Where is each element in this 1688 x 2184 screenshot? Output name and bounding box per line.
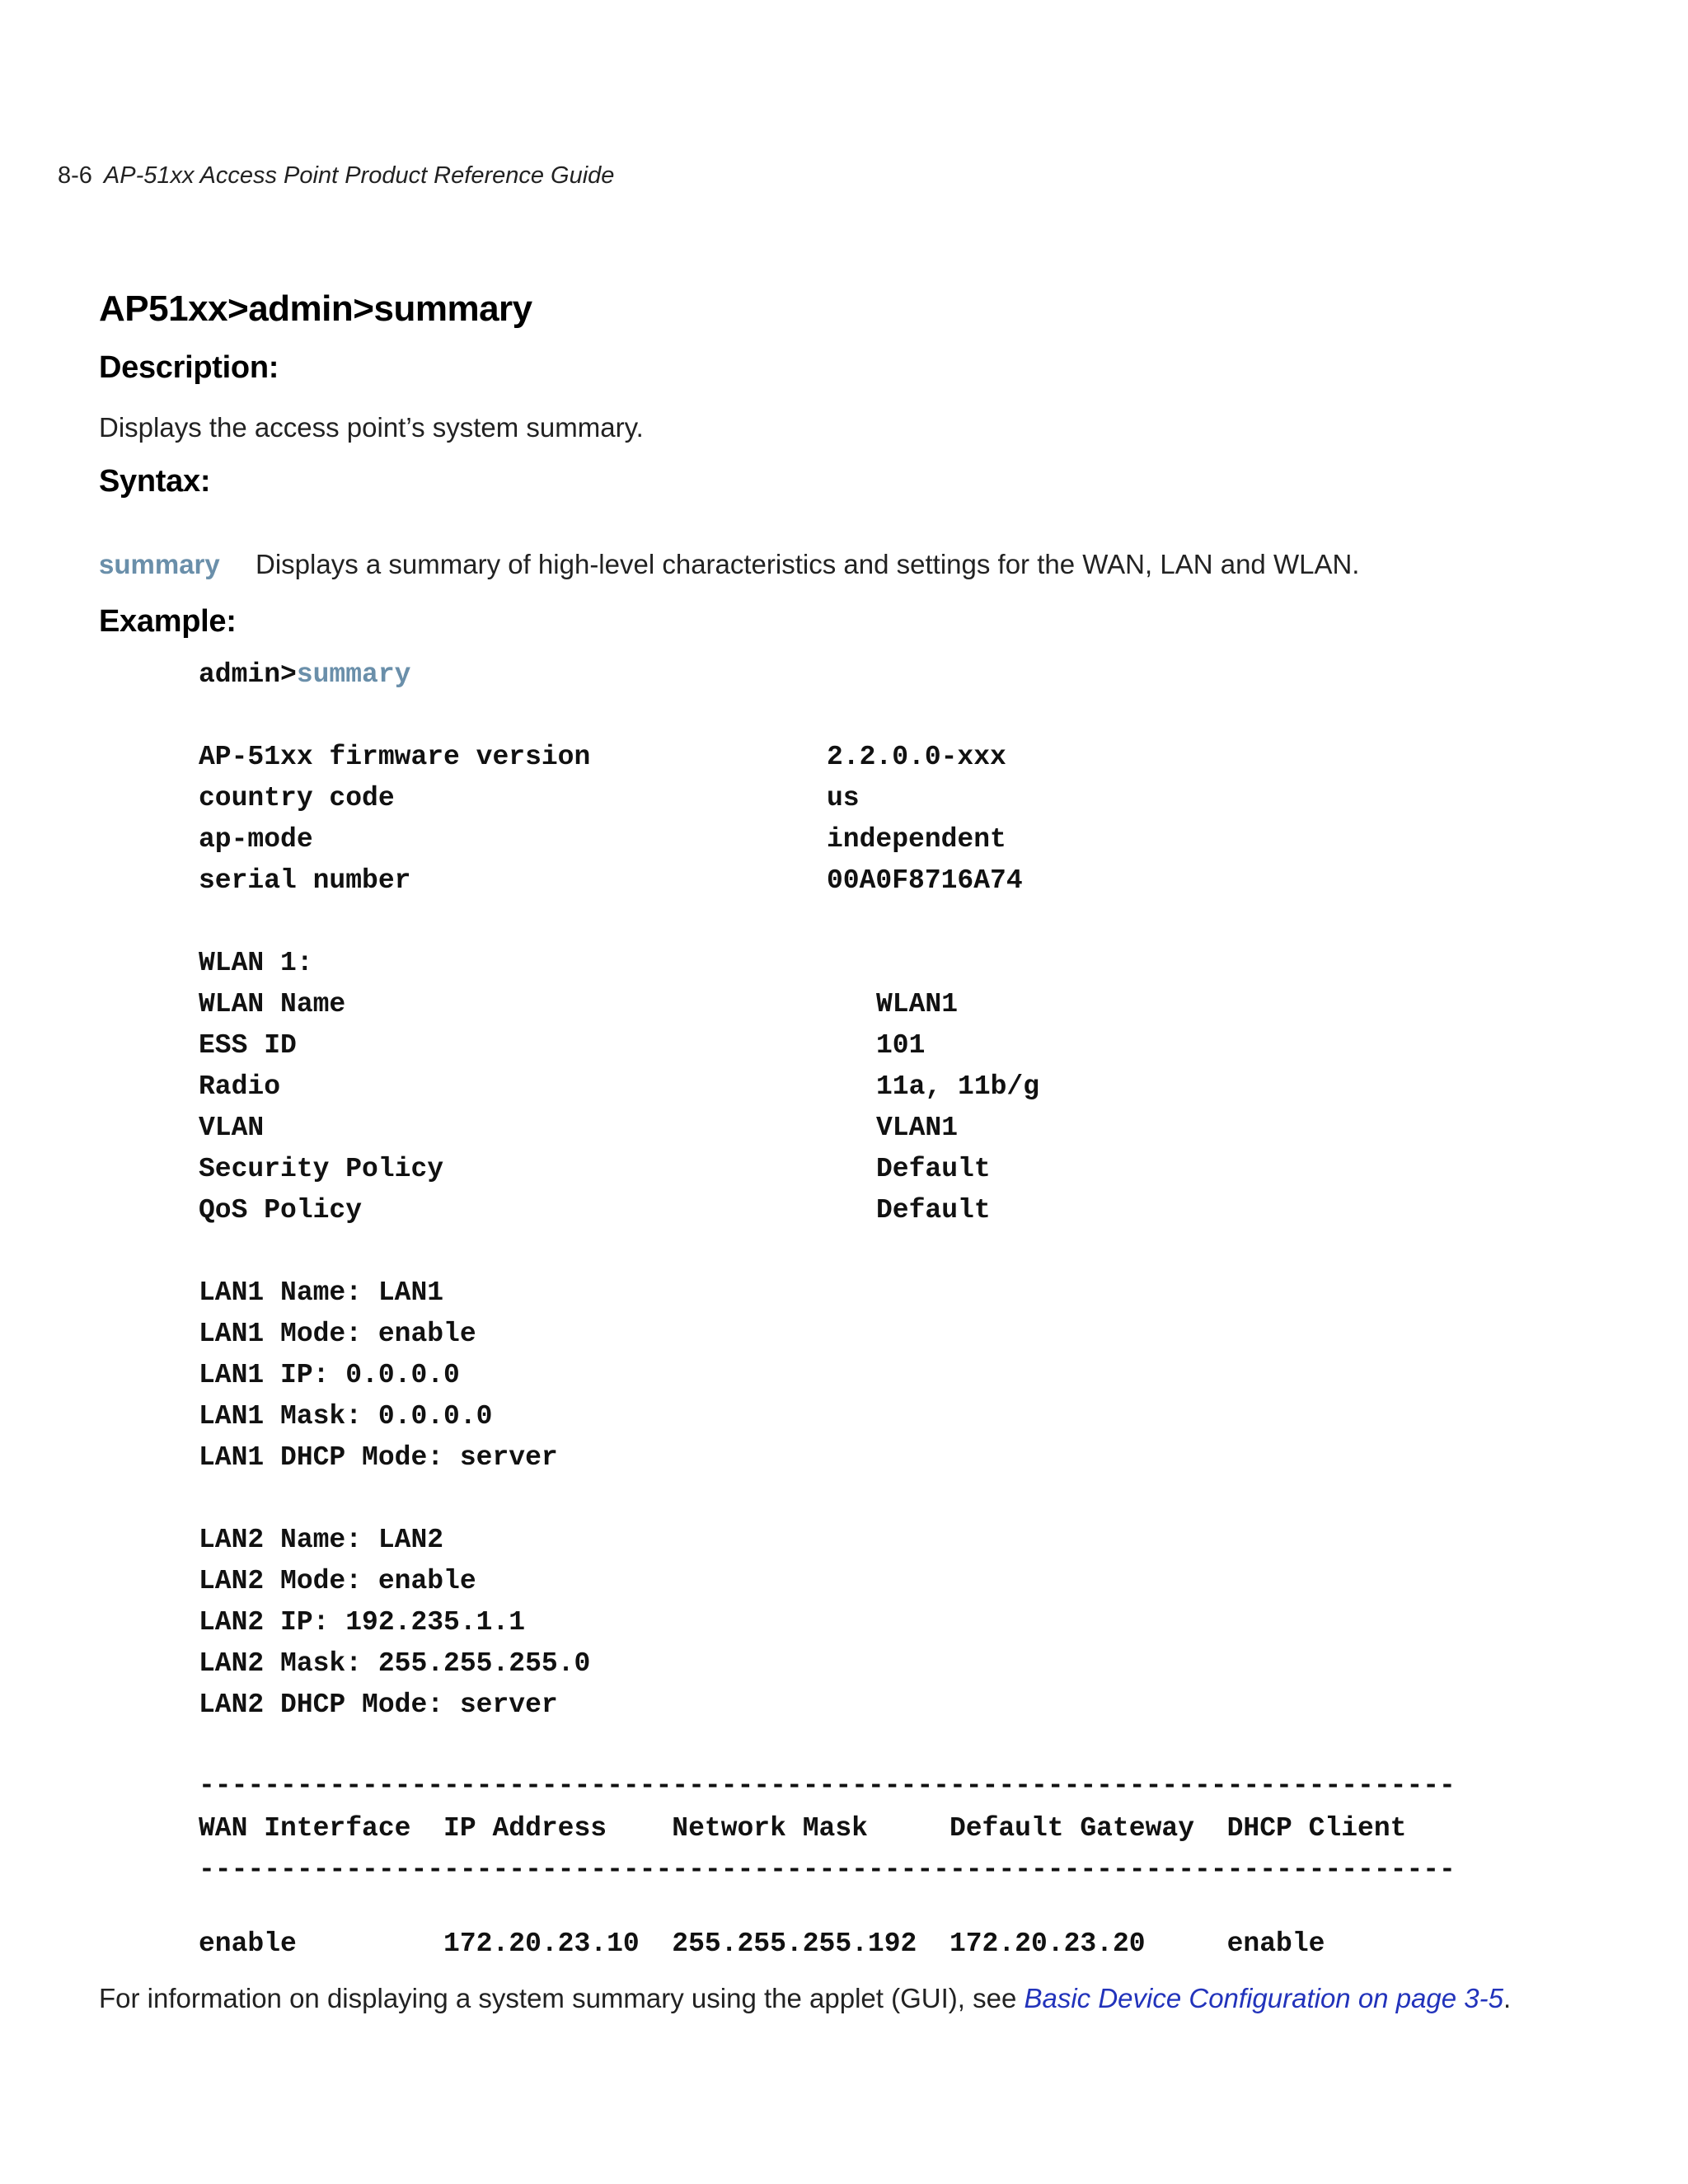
system-row xyxy=(199,865,1023,896)
wlan-value: 11a, 11b/g xyxy=(876,1071,1040,1102)
lan1-line: LAN1 Mode: enable xyxy=(199,1319,476,1349)
description-text: Displays the access point’s system summary. xyxy=(99,412,644,443)
system-value: 00A0F8716A74 xyxy=(827,865,1023,896)
system-row xyxy=(199,824,1006,855)
system-row xyxy=(199,742,1006,772)
wlan-label: Radio xyxy=(199,1071,281,1102)
lan2-line: LAN2 Mask: 255.255.255.0 xyxy=(199,1648,591,1679)
wan-divider-top: ----------------------------------------------------------------------------- xyxy=(199,1770,1456,1801)
lan1-line: LAN1 Name: LAN1 xyxy=(199,1277,444,1308)
lan1-line: LAN1 IP: 0.0.0.0 xyxy=(199,1360,460,1390)
footer-end: . xyxy=(1503,1983,1512,2013)
example-heading: Example: xyxy=(99,604,237,639)
wlan-row xyxy=(199,1154,991,1184)
lan2-line: LAN2 Name: LAN2 xyxy=(199,1525,444,1555)
footer-reference xyxy=(99,1983,1511,2014)
wlan-label: WLAN Name xyxy=(199,989,346,1019)
wlan-row xyxy=(199,1195,991,1226)
wlan-value: WLAN1 xyxy=(876,989,959,1019)
wlan-label: Security Policy xyxy=(199,1154,444,1184)
wlan-row xyxy=(199,989,959,1019)
guide-title: AP-51xx Access Point Product Reference Guide xyxy=(103,162,615,189)
wlan-label: VLAN xyxy=(199,1113,265,1143)
system-label: country code xyxy=(199,783,395,813)
wlan-value: VLAN1 xyxy=(876,1113,959,1143)
system-label: AP-51xx firmware version xyxy=(199,742,591,772)
wlan-heading: WLAN 1: xyxy=(199,948,313,978)
syntax-command: summary xyxy=(99,549,220,579)
command-prompt-line xyxy=(199,659,410,690)
lan2-line: LAN2 DHCP Mode: server xyxy=(199,1690,558,1720)
cross-reference-link[interactable]: Basic Device Configuration on page 3-5 xyxy=(1024,1983,1503,2013)
system-value: 2.2.0.0-xxx xyxy=(827,742,1006,772)
description-heading: Description: xyxy=(99,350,279,385)
wan-table-header: WAN Interface IP Address Network Mask Default Gateway DHCP Client xyxy=(199,1813,1407,1844)
lan2-line: LAN2 IP: 192.235.1.1 xyxy=(199,1607,526,1638)
wlan-value: 101 xyxy=(876,1030,926,1061)
footer-text: For information on displaying a system summary using the applet (GUI), see xyxy=(99,1983,1025,2013)
wlan-label: ESS ID xyxy=(199,1030,297,1061)
lan2-line: LAN2 Mode: enable xyxy=(199,1566,476,1596)
lan1-line: LAN1 DHCP Mode: server xyxy=(199,1442,558,1473)
running-header xyxy=(58,162,614,190)
wlan-value: Default xyxy=(876,1195,991,1226)
prompt: admin> xyxy=(199,659,297,690)
system-label: ap-mode xyxy=(199,824,313,855)
syntax-row xyxy=(99,549,1359,580)
wlan-row xyxy=(199,1071,1040,1102)
syntax-heading: Syntax: xyxy=(99,464,211,499)
syntax-description: Displays a summary of high-level characteristics and settings for the WAN, LAN and WLAN. xyxy=(256,549,1360,579)
lan1-line: LAN1 Mask: 0.0.0.0 xyxy=(199,1401,493,1432)
system-value: us xyxy=(827,783,860,813)
wan-divider-bottom: ----------------------------------------------------------------------------- xyxy=(199,1854,1456,1885)
system-value: independent xyxy=(827,824,1006,855)
wan-table-row: enable 172.20.23.10 255.255.255.192 172.20.23.20 enable xyxy=(199,1929,1325,1959)
wlan-row xyxy=(199,1113,959,1143)
wlan-label: QoS Policy xyxy=(199,1195,363,1226)
prompt-command: summary xyxy=(296,659,411,690)
system-label: serial number xyxy=(199,865,411,896)
page-number: 8-6 xyxy=(58,162,92,189)
wlan-value: Default xyxy=(876,1154,991,1184)
system-row xyxy=(199,783,860,813)
wlan-row xyxy=(199,1030,926,1061)
page-title: AP51xx>admin>summary xyxy=(99,288,532,329)
